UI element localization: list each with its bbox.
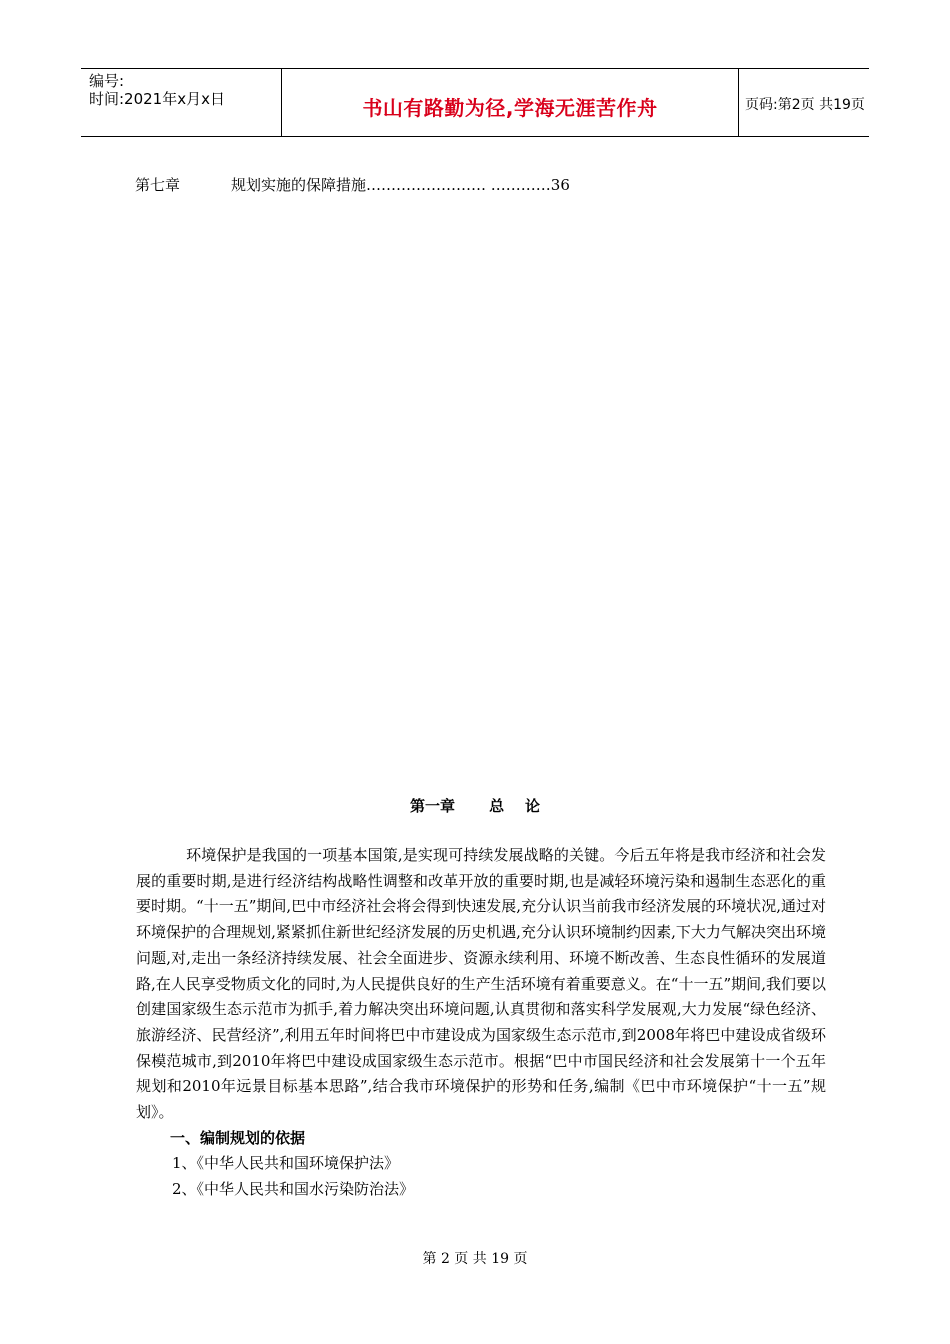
chapter-number: 第一章 — [410, 797, 456, 815]
intro-paragraph — [136, 843, 826, 1126]
header-motto-cell — [281, 69, 739, 136]
page-footer: 第 2 页 共 19 页 — [422, 1251, 528, 1267]
header-motto: 书山有路勤为径,学海无涯苦作舟 — [362, 96, 658, 120]
document-header — [81, 68, 869, 137]
document-time-label: 时间:2021年x月x日 — [89, 90, 225, 108]
chapter-body — [136, 843, 826, 1203]
header-meta-cell — [81, 69, 281, 136]
toc-chapter-number: 第七章 — [135, 176, 181, 194]
chapter-heading — [0, 795, 950, 816]
section-heading: 一、编制规划的依据 — [170, 1128, 306, 1147]
list-item: 2、《中华人民共和国水污染防治法》 — [172, 1180, 415, 1199]
chapter-title: 总 论 — [489, 797, 540, 815]
document-number-label: 编号: — [89, 72, 125, 90]
header-page-cell — [738, 69, 869, 136]
header-page-info: 页码:第2页 共19页 — [745, 97, 865, 113]
list-item: 1、《中华人民共和国环境保护法》 — [172, 1154, 400, 1173]
toc-entry — [135, 174, 570, 195]
toc-entry-text: 规划实施的保障措施…………………… …………36 — [231, 176, 570, 194]
intro-paragraph-text: 环境保护是我国的一项基本国策,是实现可持续发展战略的关键。今后五年将是我市经济和社会发展的重要时期,是进行经济结构战略性调整和改革开放的重要时期,也是减轻环境污染和遏制生态恶化的重要时期。“十一五”期间,巴中市经济社会将会得到快速发展,充分认识当前我市经济发展的环境状况,通过对环境保护的合理规划,紧紧抓住新世纪经济发展的历史机遇,充分认识环境制约因素,下大力气解决突出环境问题,对,走出一条经济持续发展、社会全面进步、资源永续利用、环境不断改善、生态良性循环的发展道路,在人民享受物质文化的同时,为人民提供良好的生产生活环境有着重要意义。在“十一五”期间,我们要以创建国家级生态示范市为抓手,着力解决突出环境问题,认真贯彻和落实科学发展观,大力发展“绿色经济、旅游经济、民营经济”,利用五年时间将巴中市建设成为国家级生态示范市,到2008年将巴中建设成省级环保模范城市,到2010年将巴中建设成国家级生态示范市。根据“巴中市国民经济和社会发展第十一个五年规划和2010年远景目标基本思路”,结合我市环境保护的形势和任务,编制《巴中市环境保护“十一五”规划》。 — [136, 846, 826, 1122]
